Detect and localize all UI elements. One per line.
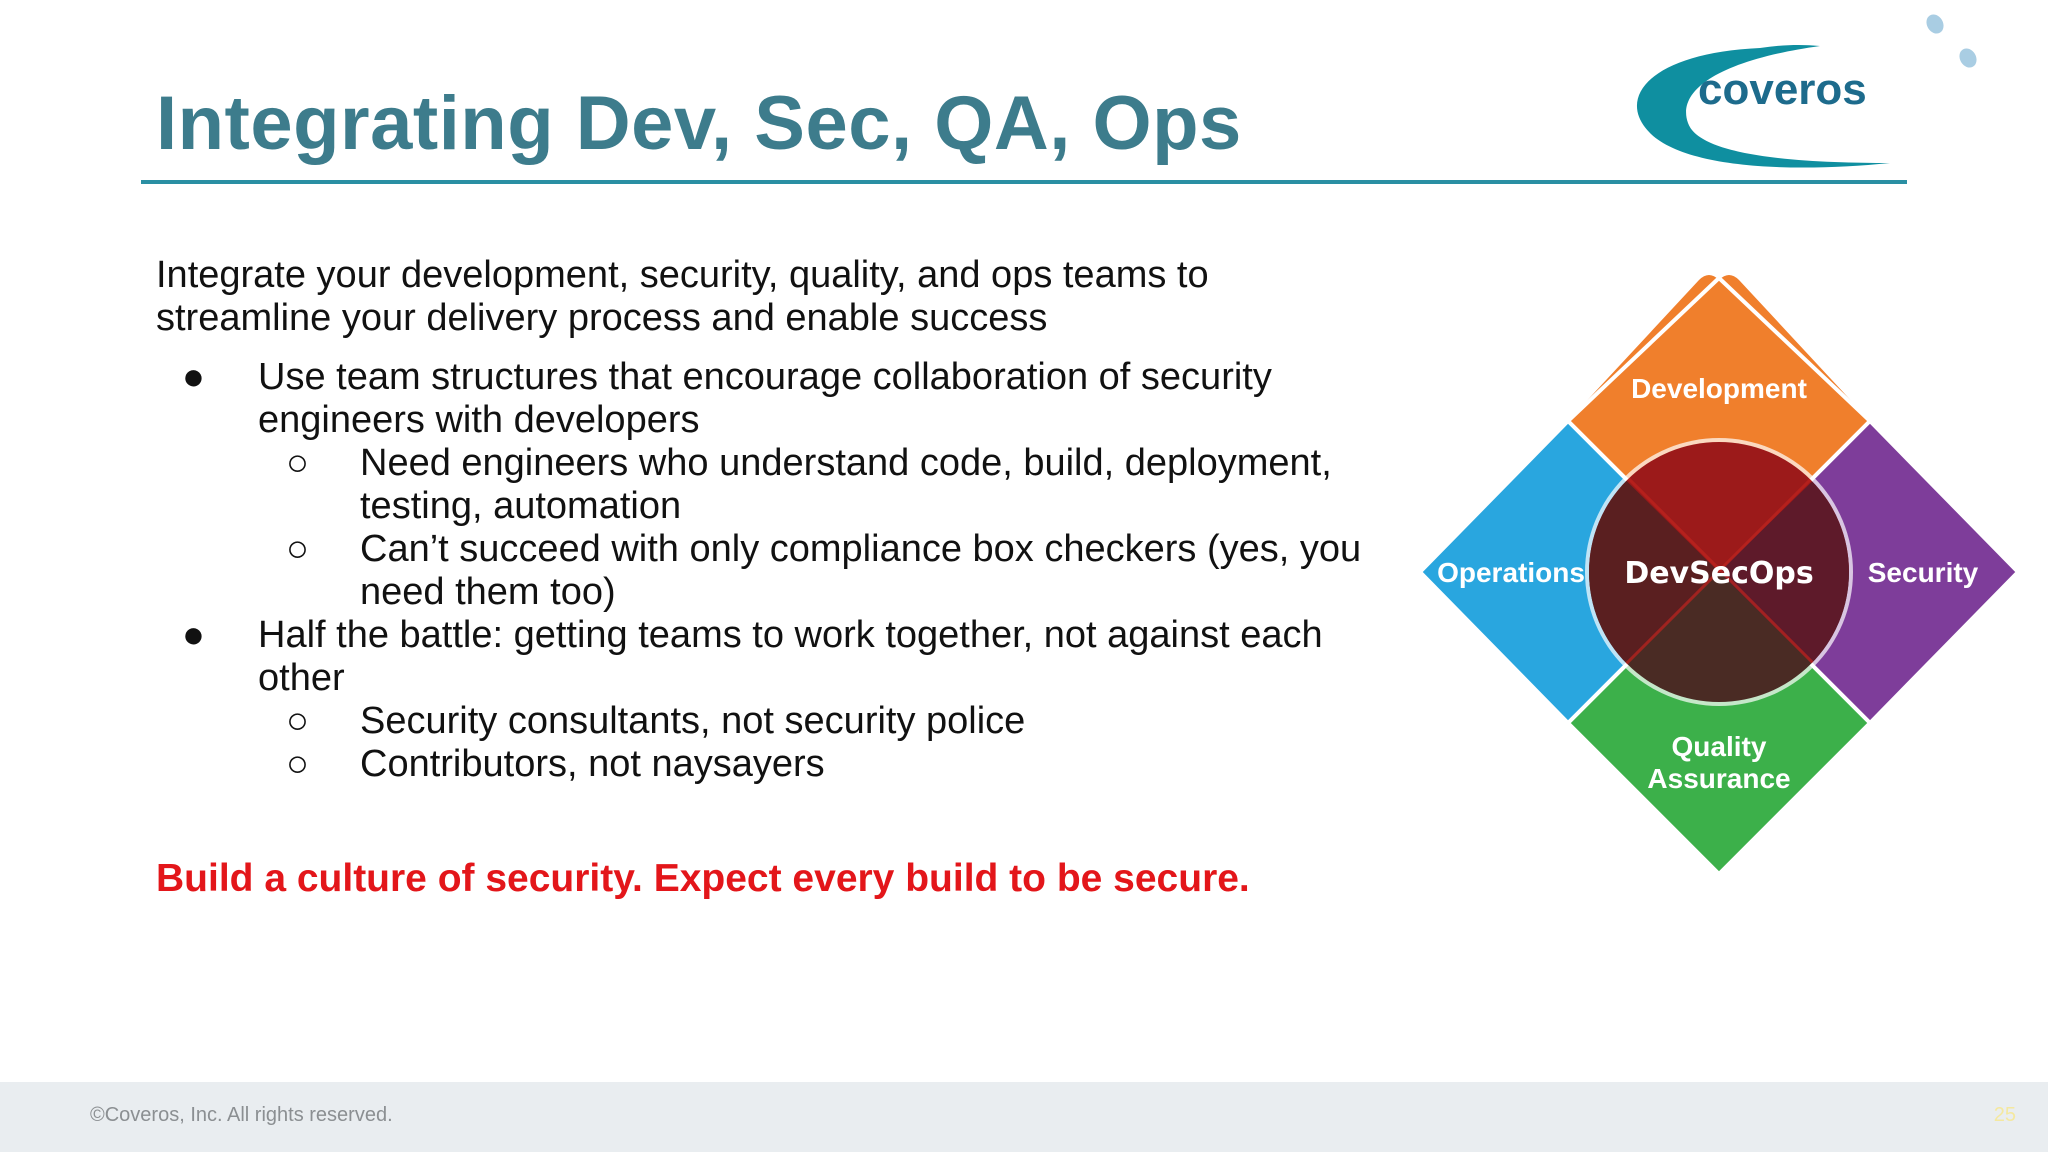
bullet-marker: ●: [182, 356, 205, 398]
sub-bullet-item: [156, 442, 1426, 528]
devsecops-diagram: [1410, 270, 2030, 890]
copyright-text: ©Coveros, Inc. All rights reserved.: [90, 1104, 393, 1126]
sub-bullet-line: testing, automation: [360, 485, 682, 527]
sub-bullet-marker: ○: [286, 700, 309, 742]
bullet-list: [156, 356, 1426, 786]
sub-bullet-line: Security consultants, not security police: [360, 700, 1026, 742]
coveros-logo: [1610, 8, 1990, 178]
center-label: DevSecOps: [1624, 556, 1814, 591]
footer: [0, 1082, 2048, 1152]
logo-drop-1: [1923, 11, 1947, 36]
sub-bullet-line: Can’t succeed with only compliance box checkers (yes, you: [360, 528, 1362, 570]
sub-bullet-line: Need engineers who understand code, build, deployment,: [360, 442, 1332, 484]
sub-bullet-item: [156, 743, 1426, 786]
sub-bullet-line: Contributors, not naysayers: [360, 743, 825, 785]
intro-text: [156, 254, 1416, 340]
intro-line-2: streamline your delivery process and enable success: [156, 297, 1048, 339]
sub-bullet-item: [156, 528, 1426, 614]
bullet-item: [156, 614, 1426, 700]
sub-bullet-item: [156, 700, 1426, 743]
sub-bullet-marker: ○: [286, 528, 309, 570]
bullet-marker: ●: [182, 614, 205, 656]
bullet-line: Half the battle: getting teams to work together, not against each: [258, 614, 1323, 656]
bullet-item: [156, 356, 1426, 442]
sub-bullet-line: need them too): [360, 571, 616, 613]
bullet-line: other: [258, 657, 345, 699]
operations-label: Operations: [1437, 557, 1585, 588]
development-label: Development: [1631, 373, 1807, 404]
slide-number: 25: [1993, 1104, 2016, 1126]
bullet-line: engineers with developers: [258, 399, 700, 441]
sub-bullet-marker: ○: [286, 442, 309, 484]
bullet-line: Use team structures that encourage collaboration of security: [258, 356, 1272, 398]
security-label: Security: [1867, 557, 1979, 588]
slide-title: Integrating Dev, Sec, QA, Ops: [156, 81, 1242, 166]
title-divider: [141, 180, 1907, 184]
sub-bullet-marker: ○: [286, 743, 309, 785]
quality-label-line-2: Assurance: [1647, 763, 1791, 794]
logo-text: coveros: [1698, 65, 1867, 114]
quality-label-line-1: Quality: [1671, 731, 1767, 762]
intro-line-1: Integrate your development, security, quality, and ops teams to: [156, 254, 1209, 296]
callout-text: Build a culture of security. Expect every build to be secure.: [156, 857, 1250, 900]
logo-drop-2: [1956, 45, 1980, 70]
